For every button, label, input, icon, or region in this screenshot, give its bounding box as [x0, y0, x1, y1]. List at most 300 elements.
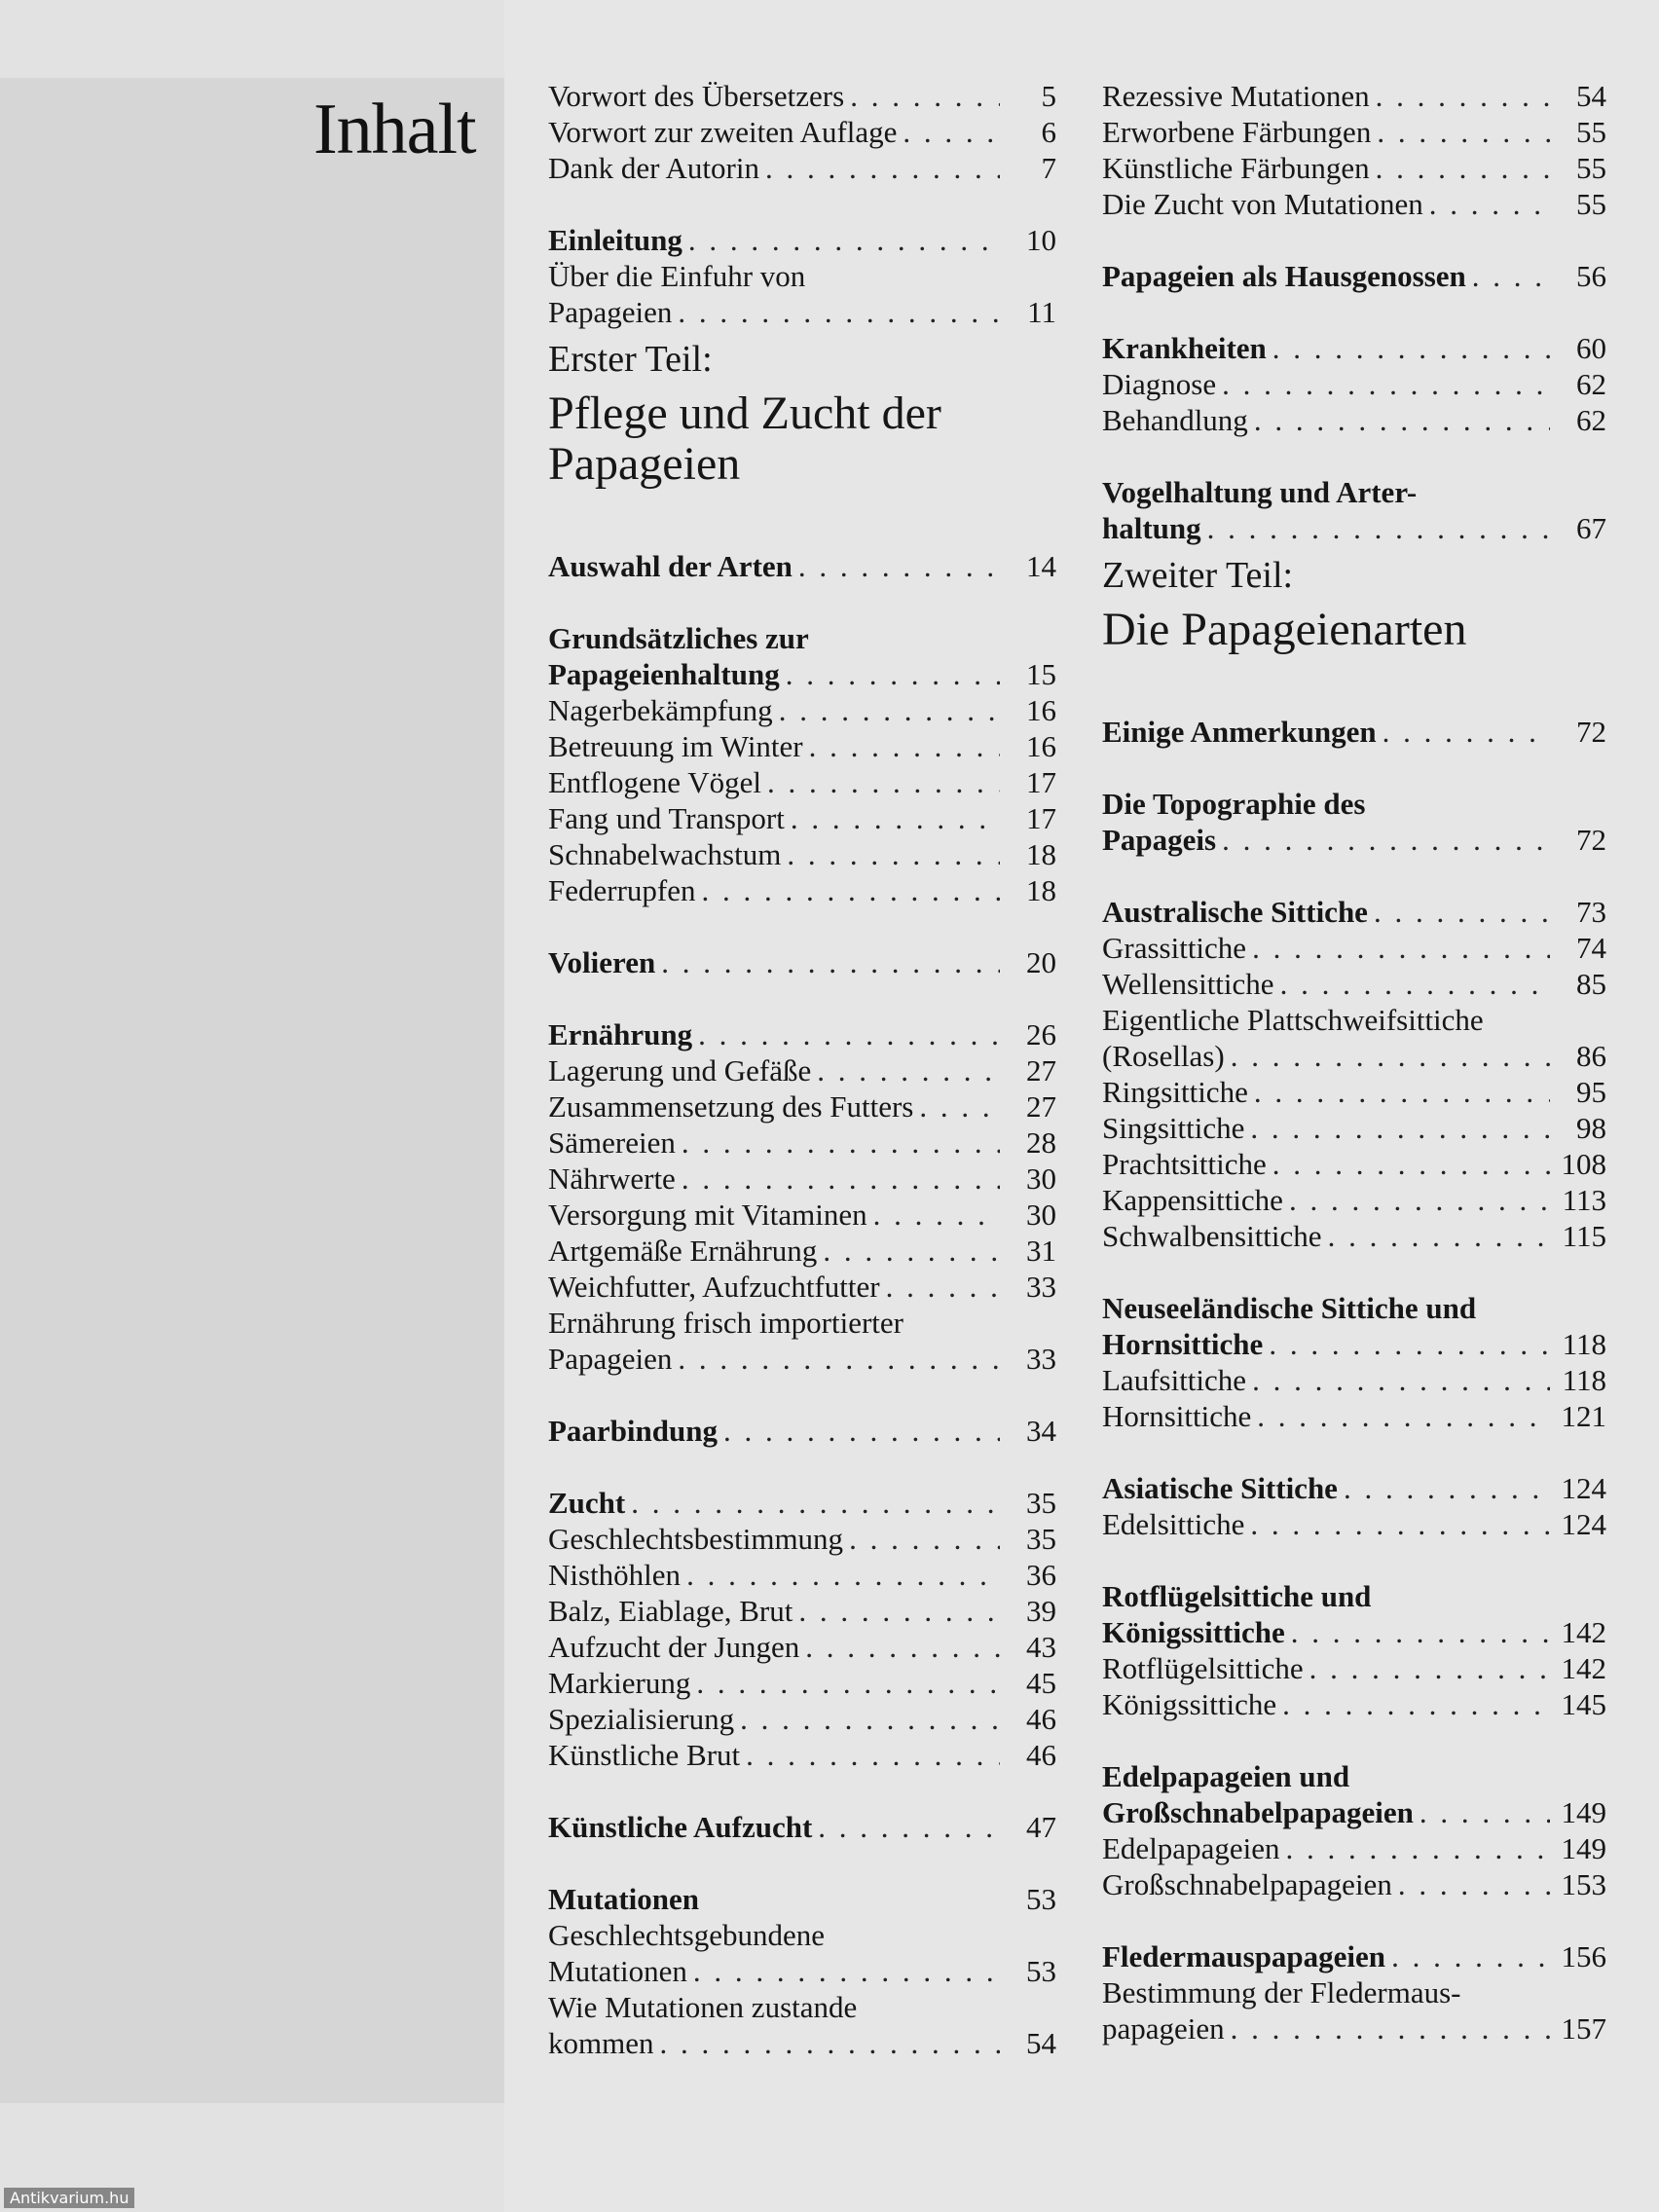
toc-entry-label: Sämereien	[548, 1125, 676, 1160]
toc-entry-page: 15	[1026, 657, 1056, 691]
toc-entry	[548, 692, 1056, 728]
toc-entry-page: 16	[1026, 693, 1056, 727]
toc-entry	[548, 1629, 1056, 1665]
toc-column-right	[1102, 78, 1606, 2046]
toc-entry-page: 35	[1026, 1522, 1056, 1556]
toc-entry-label: Paarbindung	[548, 1414, 719, 1448]
toc-entry-label: Australische Sittiche	[1102, 895, 1368, 929]
toc-entry	[1102, 474, 1606, 510]
toc-entry-label: Weichfutter, Aufzuchtfutter	[548, 1270, 880, 1304]
part-heading	[548, 338, 1056, 490]
part-title: Pflege und Zucht der Papageien	[548, 387, 941, 490]
toc-entry-label: Schnabelwachstum	[548, 837, 782, 871]
facing-page	[0, 78, 504, 2103]
toc-entry-label: Königssittiche	[1102, 1687, 1277, 1721]
toc-entry	[1102, 150, 1606, 186]
dot-leader	[1246, 1362, 1550, 1398]
toc-entry-page: 124	[1561, 1507, 1606, 1541]
dot-leader	[897, 114, 1000, 150]
toc-entry-label: Rezessive Mutationen	[1102, 79, 1370, 113]
toc-entry-label: Nisthöhlen	[548, 1558, 682, 1592]
dot-leader	[1466, 258, 1550, 294]
toc-entry	[548, 258, 1056, 294]
toc-entry-label: Papageien	[548, 295, 673, 329]
toc-entry-page: 149	[1561, 1831, 1606, 1865]
toc-entry	[1102, 966, 1606, 1002]
toc-entry-page: 33	[1026, 1270, 1056, 1304]
toc-entry-page: 18	[1026, 873, 1056, 907]
toc-entry-label: Geschlechtsbestimmung	[548, 1522, 844, 1556]
toc-entry-label: Markierung	[548, 1666, 691, 1700]
toc-entry-label: (Rosellas)	[1102, 1039, 1225, 1073]
toc-entry-label: Grundsätzliches zur	[548, 621, 809, 655]
dot-leader	[672, 294, 1000, 330]
toc-entry	[1102, 1866, 1606, 1902]
watermark: Antikvarium.hu	[4, 2188, 134, 2208]
toc-entry-page: 62	[1576, 367, 1606, 401]
toc-entry	[1102, 1326, 1606, 1362]
dot-leader	[793, 1593, 1000, 1629]
dot-leader	[1251, 1398, 1550, 1434]
toc-entry-label: Die Zucht von Mutationen	[1102, 187, 1423, 221]
toc-entry	[548, 944, 1056, 980]
dot-leader	[1283, 1182, 1550, 1218]
toc-entry	[548, 294, 1056, 330]
toc-entry-page: 14	[1026, 549, 1056, 583]
toc-entry-label: Einleitung	[548, 223, 682, 257]
toc-entry	[1102, 1686, 1606, 1722]
dot-leader	[1274, 966, 1550, 1002]
toc-entry-page: 98	[1576, 1111, 1606, 1145]
toc-entry-label: Ringsittiche	[1102, 1075, 1248, 1109]
toc-entry-label: Ernährung	[548, 1017, 693, 1051]
toc-entry	[548, 114, 1056, 150]
toc-entry-page: 16	[1026, 729, 1056, 763]
toc-entry-page: 43	[1026, 1630, 1056, 1664]
toc-entry-label: Neuseeländische Sittiche und	[1102, 1291, 1477, 1325]
spacer	[1102, 858, 1606, 894]
dot-leader	[773, 692, 1000, 728]
dot-leader	[1216, 366, 1550, 402]
toc-entry-page: 55	[1576, 187, 1606, 221]
toc-entry-label: Kappensittiche	[1102, 1183, 1283, 1217]
toc-entry	[548, 764, 1056, 800]
toc-entry-label: Asiatische Sittiche	[1102, 1471, 1338, 1505]
toc-entry-page: 35	[1026, 1486, 1056, 1520]
toc-entry-page: 73	[1576, 895, 1606, 929]
toc-entry-page: 18	[1026, 837, 1056, 871]
toc-entry-page: 67	[1576, 511, 1606, 545]
dot-leader	[1338, 1470, 1550, 1506]
dot-leader	[682, 222, 1000, 258]
toc-entry	[1102, 1974, 1606, 2010]
dot-leader	[1267, 1146, 1550, 1182]
toc-entry-label: Edelpapageien und	[1102, 1759, 1350, 1793]
toc-entry-label: Dank der Autorin	[548, 151, 759, 185]
toc-entry-label: Die Topographie des	[1102, 787, 1366, 821]
toc-entry-label: Nährwerte	[548, 1161, 676, 1196]
spacer	[548, 1449, 1056, 1485]
dot-leader	[690, 1665, 1000, 1701]
toc-entry-label: Volieren	[548, 945, 656, 979]
toc-entry	[1102, 330, 1606, 366]
toc-entry-label: Fang und Transport	[548, 801, 785, 835]
toc-entry-label: Fledermauspapageien	[1102, 1939, 1386, 1973]
toc-entry-label: Behandlung	[1102, 403, 1248, 437]
toc-entry	[1102, 1758, 1606, 1794]
toc-entry-page: 30	[1026, 1198, 1056, 1232]
toc-entry-label: Vorwort zur zweiten Auflage	[548, 115, 898, 149]
toc-entry-page: 39	[1026, 1594, 1056, 1628]
toc-entry-page: 72	[1576, 715, 1606, 749]
toc-entry-label: Wellensittiche	[1102, 967, 1274, 1001]
toc-entry-page: 118	[1562, 1363, 1606, 1397]
spacer	[548, 1845, 1056, 1881]
toc-entry-label: Bestimmung der Fledermaus-	[1102, 1975, 1461, 2009]
toc-entry-page: 145	[1561, 1687, 1606, 1721]
dot-leader	[1368, 894, 1550, 930]
dot-leader	[1225, 2010, 1550, 2046]
dot-leader	[696, 872, 1001, 908]
dot-leader	[780, 656, 1000, 692]
toc-entry-page: 10	[1026, 223, 1056, 257]
dot-leader	[1285, 1614, 1550, 1650]
toc-entry	[1102, 186, 1606, 222]
toc-entry-label: Künstliche Brut	[548, 1738, 741, 1772]
toc-entry-label: kommen	[548, 2026, 654, 2060]
spacer	[548, 186, 1056, 222]
dot-leader	[625, 1485, 1000, 1521]
toc-entry	[548, 1413, 1056, 1449]
spacer	[1102, 294, 1606, 330]
spacer	[548, 1773, 1056, 1809]
toc-entry	[1102, 402, 1606, 438]
dot-leader	[1248, 1074, 1550, 1110]
toc-entry-page: 28	[1026, 1125, 1056, 1160]
toc-entry-label: Edelsittiche	[1102, 1507, 1245, 1541]
dot-leader	[793, 548, 1000, 584]
spacer	[1102, 1902, 1606, 1938]
toc-entry	[548, 1593, 1056, 1629]
part-title: Die Papageienarten	[1102, 604, 1467, 655]
toc-entry-label: Nagerbekämpfung	[548, 693, 773, 727]
dot-leader	[692, 1016, 1000, 1052]
toc-entry-label: Vorwort des Übersetzers	[548, 79, 845, 113]
toc-entry-label: Großschnabelpapageien	[1102, 1795, 1414, 1829]
toc-entry-label: Geschlechtsgebundene	[548, 1918, 826, 1952]
dot-leader	[1377, 714, 1550, 750]
dot-leader	[1248, 402, 1550, 438]
toc-entry	[1102, 1650, 1606, 1686]
toc-entry	[1102, 1218, 1606, 1254]
toc-entry	[548, 222, 1056, 258]
dot-leader	[1276, 1686, 1550, 1722]
toc-entry	[548, 2025, 1056, 2061]
toc-entry	[548, 1305, 1056, 1341]
toc-entry	[548, 620, 1056, 656]
dot-leader	[676, 1124, 1000, 1161]
toc-entry	[1102, 1578, 1606, 1614]
toc-entry	[1102, 1398, 1606, 1434]
dot-leader	[812, 1809, 1000, 1845]
toc-entry-label: Spezialisierung	[548, 1702, 735, 1736]
toc-entry	[548, 872, 1056, 908]
dot-leader	[1246, 930, 1550, 966]
part-heading	[1102, 554, 1606, 655]
toc-entry	[1102, 78, 1606, 114]
toc-entry	[1102, 2010, 1606, 2046]
dot-leader	[1370, 78, 1550, 114]
toc-entry-label: Künstliche Färbungen	[1102, 151, 1370, 185]
toc-entry-label: Versorgung mit Vitaminen	[548, 1198, 867, 1232]
toc-entry	[1102, 1038, 1606, 1074]
toc-entry-label: Ernährung frisch importierter	[548, 1306, 903, 1340]
toc-entry-label: Rotflügelsittiche	[1102, 1651, 1304, 1685]
dot-leader	[1201, 510, 1550, 546]
dot-leader	[799, 1629, 1000, 1665]
toc-entry	[548, 1557, 1056, 1593]
toc-entry-label: Einige Anmerkungen	[1102, 715, 1377, 749]
toc-entry-page: 27	[1026, 1089, 1056, 1124]
toc-entry-page: 7	[1041, 151, 1056, 185]
toc-entry	[548, 1737, 1056, 1773]
toc-entry-page: 72	[1576, 823, 1606, 857]
dot-leader	[718, 1413, 1000, 1449]
toc-entry-page: 55	[1576, 151, 1606, 185]
toc-entry	[548, 1665, 1056, 1701]
toc-entry-label: Prachtsittiche	[1102, 1147, 1267, 1181]
dot-leader	[880, 1269, 1000, 1305]
toc-entry-label: Betreuung im Winter	[548, 729, 803, 763]
toc-entry	[548, 1485, 1056, 1521]
dot-leader	[811, 1052, 1000, 1088]
dot-leader	[913, 1088, 1000, 1124]
toc-entry	[548, 1269, 1056, 1305]
toc-entry	[548, 1521, 1056, 1557]
toc-entry	[548, 1233, 1056, 1269]
toc-entry	[548, 656, 1056, 692]
dot-leader	[740, 1737, 1000, 1773]
toc-entry-label: Papageis	[1102, 823, 1217, 857]
toc-entry-page: 45	[1026, 1666, 1056, 1700]
dot-leader	[1392, 1866, 1550, 1902]
dot-leader	[687, 1953, 1000, 1989]
toc-entry-page: 5	[1041, 79, 1056, 113]
toc-entry	[1102, 822, 1606, 858]
dot-leader	[1244, 1506, 1550, 1542]
toc-entry	[548, 1161, 1056, 1197]
toc-entry-label: Hornsittiche	[1102, 1399, 1252, 1433]
toc-entry	[1102, 894, 1606, 930]
toc-entry	[1102, 1002, 1606, 1038]
toc-entry-page: 53	[1026, 1954, 1056, 1988]
toc-entry	[1102, 1290, 1606, 1326]
dot-leader	[654, 2025, 1001, 2061]
toc-entry	[548, 1881, 1056, 1917]
dot-leader	[1263, 1326, 1550, 1362]
toc-entry-page: 11	[1027, 295, 1056, 329]
toc-entry-page: 33	[1026, 1342, 1056, 1376]
toc-entry-page: 156	[1561, 1939, 1606, 1973]
toc-entry	[1102, 1362, 1606, 1398]
spacer	[1102, 438, 1606, 474]
toc-entry-label: Über die Einfuhr von	[548, 259, 806, 293]
toc-column-left	[548, 78, 1056, 2061]
toc-entry-page: 55	[1576, 115, 1606, 149]
toc-entry-page: 54	[1576, 79, 1606, 113]
toc-entry-label: Federrupfen	[548, 873, 696, 907]
toc-entry	[548, 1052, 1056, 1088]
toc-entry-page: 74	[1576, 931, 1606, 965]
toc-entry-label: Eigentliche Plattschweifsittiche	[1102, 1003, 1484, 1037]
toc-entry	[1102, 1794, 1606, 1830]
dot-leader	[1371, 114, 1550, 150]
toc-entry-page: 95	[1576, 1075, 1606, 1109]
toc-entry-label: Artgemäße Ernährung	[548, 1234, 818, 1268]
toc-entry-page: 124	[1561, 1471, 1606, 1505]
spacer	[548, 584, 1056, 620]
toc-entry-label: Lagerung und Gefäße	[548, 1053, 812, 1088]
toc-entry-page: 157	[1561, 2011, 1606, 2046]
toc-entry-page: 85	[1576, 967, 1606, 1001]
dot-leader	[817, 1233, 1000, 1269]
toc-entry-page: 47	[1026, 1810, 1056, 1844]
toc-entry-page: 153	[1561, 1867, 1606, 1901]
spacer	[1102, 1434, 1606, 1470]
toc-entry-page: 34	[1026, 1414, 1056, 1448]
toc-entry-label: Balz, Eiablage, Brut	[548, 1594, 793, 1628]
toc-entry-label: papageien	[1102, 2011, 1225, 2046]
spacer	[548, 1377, 1056, 1413]
dot-leader	[761, 764, 1000, 800]
page-title: Inhalt	[313, 90, 476, 169]
toc-entry-label: Singsittiche	[1102, 1111, 1245, 1145]
dot-leader	[1304, 1650, 1550, 1686]
toc-entry-page: 62	[1576, 403, 1606, 437]
toc-entry	[1102, 786, 1606, 822]
spacer	[548, 908, 1056, 944]
part-label: Zweiter Teil:	[1102, 555, 1294, 596]
toc-entry-page: 53	[1026, 1882, 1056, 1916]
toc-entry	[548, 728, 1056, 764]
toc-entry-page: 6	[1041, 115, 1056, 149]
toc-entry	[548, 836, 1056, 872]
toc-entry-label: Aufzucht der Jungen	[548, 1630, 800, 1664]
toc-entry-label: Diagnose	[1102, 367, 1217, 401]
spacer	[1102, 750, 1606, 786]
toc-entry-label: Papageien	[548, 1342, 673, 1376]
toc-entry-label: Hornsittiche	[1102, 1327, 1264, 1361]
toc-entry-page: 17	[1026, 801, 1056, 835]
toc-entry	[548, 1701, 1056, 1737]
toc-entry	[548, 1088, 1056, 1124]
dot-leader	[867, 1197, 1000, 1233]
toc-entry	[1102, 930, 1606, 966]
dot-leader	[781, 836, 1000, 872]
toc-entry-label: Auswahl der Arten	[548, 549, 793, 583]
dot-leader	[1322, 1218, 1550, 1254]
dot-leader	[1244, 1110, 1550, 1146]
toc-entry-page: 20	[1026, 945, 1056, 979]
toc-entry-label: Künstliche Aufzucht	[548, 1810, 813, 1844]
spacer	[548, 980, 1056, 1016]
toc-entry	[548, 1197, 1056, 1233]
spacer	[1102, 222, 1606, 258]
toc-entry-page: 108	[1561, 1147, 1606, 1181]
toc-entry-label: Großschnabelpapageien	[1102, 1867, 1392, 1901]
dot-leader	[655, 944, 1000, 980]
toc-entry-label: Grassittiche	[1102, 931, 1247, 965]
toc-entry-label: Königssittiche	[1102, 1615, 1285, 1649]
toc-entry	[1102, 1182, 1606, 1218]
toc-entry-label: Krankheiten	[1102, 331, 1267, 365]
toc-entry	[548, 800, 1056, 836]
toc-entry-label: Zucht	[548, 1486, 626, 1520]
toc-entry-page: 113	[1562, 1183, 1606, 1217]
toc-entry	[1102, 114, 1606, 150]
toc-entry-page: 115	[1562, 1219, 1606, 1253]
toc-entry	[548, 1809, 1056, 1845]
toc-entry-label: Edelpapageien	[1102, 1831, 1280, 1865]
toc-entry	[1102, 1830, 1606, 1866]
toc-entry-page: 17	[1026, 765, 1056, 799]
toc-entry	[1102, 1146, 1606, 1182]
toc-entry-label: Wie Mutationen zustande	[548, 1990, 858, 2024]
toc-entry	[548, 1124, 1056, 1161]
toc-entry-page: 31	[1026, 1234, 1056, 1268]
toc-entry-page: 149	[1561, 1795, 1606, 1829]
dot-leader	[1370, 150, 1550, 186]
dot-leader	[843, 1521, 1000, 1557]
dot-leader	[734, 1701, 1000, 1737]
dot-leader	[759, 150, 1000, 186]
toc-entry-label: haltung	[1102, 511, 1201, 545]
toc-entry-page: 36	[1026, 1558, 1056, 1592]
toc-entry	[1102, 1506, 1606, 1542]
dot-leader	[672, 1341, 1000, 1377]
toc-entry-page: 142	[1561, 1615, 1606, 1649]
toc-entry-page: 142	[1561, 1651, 1606, 1685]
toc-entry	[1102, 1074, 1606, 1110]
toc-entry	[548, 150, 1056, 186]
toc-entry	[548, 1989, 1056, 2025]
dot-leader	[803, 728, 1000, 764]
toc-entry-label: Vogelhaltung und Arter-	[1102, 475, 1418, 509]
toc-entry	[548, 1016, 1056, 1052]
toc-entry-page: 30	[1026, 1161, 1056, 1196]
toc-entry	[548, 78, 1056, 114]
toc-entry	[548, 1917, 1056, 1953]
dot-leader	[1279, 1830, 1550, 1866]
toc-entry	[548, 548, 1056, 584]
toc-entry-label: Papageienhaltung	[548, 657, 780, 691]
dot-leader	[1216, 822, 1550, 858]
toc-entry	[1102, 1938, 1606, 1974]
dot-leader	[681, 1557, 1000, 1593]
toc-entry	[1102, 1110, 1606, 1146]
toc-entry-label: Rotflügelsittiche und	[1102, 1579, 1372, 1613]
toc-entry-page: 26	[1026, 1017, 1056, 1051]
dot-leader	[1385, 1938, 1550, 1974]
part-label: Erster Teil:	[548, 339, 713, 380]
spacer	[1102, 1254, 1606, 1290]
toc-entry-page: 56	[1576, 259, 1606, 293]
toc-entry	[1102, 510, 1606, 546]
toc-entry	[1102, 714, 1606, 750]
dot-leader	[1423, 186, 1550, 222]
toc-entry	[1102, 258, 1606, 294]
toc-entry-label: Erworbene Färbungen	[1102, 115, 1372, 149]
